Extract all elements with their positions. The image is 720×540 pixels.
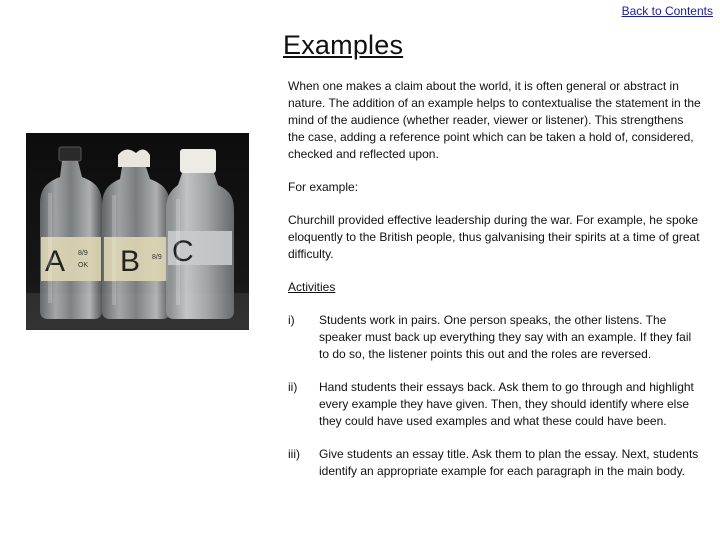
svg-text:8/9: 8/9 <box>152 254 162 261</box>
svg-text:8/9: 8/9 <box>78 250 88 257</box>
example-heading: For example: <box>288 180 359 194</box>
activity-item <box>288 379 703 430</box>
example-paragraph: Churchill provided effective leadership during the war. For example, he spoke eloquently to the British people, thus galvanising their spirits at a time of great difficulty. <box>288 213 700 261</box>
activity-text: Students work in pairs. One person speaks, the other listens. The speaker must back up everything they say with an example. If they fail to do so, the listener points this out and the roles are reversed. <box>319 313 692 361</box>
activity-number: iii) <box>288 447 300 461</box>
svg-text:B: B <box>120 245 141 278</box>
bottles-photo <box>26 133 249 330</box>
activity-item <box>288 312 703 363</box>
main-content <box>288 78 703 496</box>
activity-number: i) <box>288 313 295 327</box>
page-title: Examples <box>283 30 404 60</box>
svg-text:C: C <box>172 235 194 268</box>
svg-text:A: A <box>45 245 66 278</box>
activities-heading: Activities <box>288 280 336 294</box>
back-to-contents-link[interactable]: Back to Contents <box>621 4 713 18</box>
activity-text: Hand students their essays back. Ask them to go through and highlight every example they have given. Then, they should identify where else they could have used examples and what these could have been. <box>319 380 694 428</box>
intro-paragraph: When one makes a claim about the world, it is often general or abstract in nature. The addition of an example helps to contextualise the statement in the mind of the audience (whether reader, viewer or listener). This strengthens the case, adding a reference point which can be taken a hold of, considered, checked and reflected upon. <box>288 79 701 161</box>
activity-number: ii) <box>288 380 298 394</box>
svg-text:OK: OK <box>78 262 89 269</box>
activity-text: Give students an essay title. Ask them to plan the essay. Next, students identify an appropriate example for each paragraph in the main body. <box>319 447 699 478</box>
activity-item <box>288 446 703 480</box>
